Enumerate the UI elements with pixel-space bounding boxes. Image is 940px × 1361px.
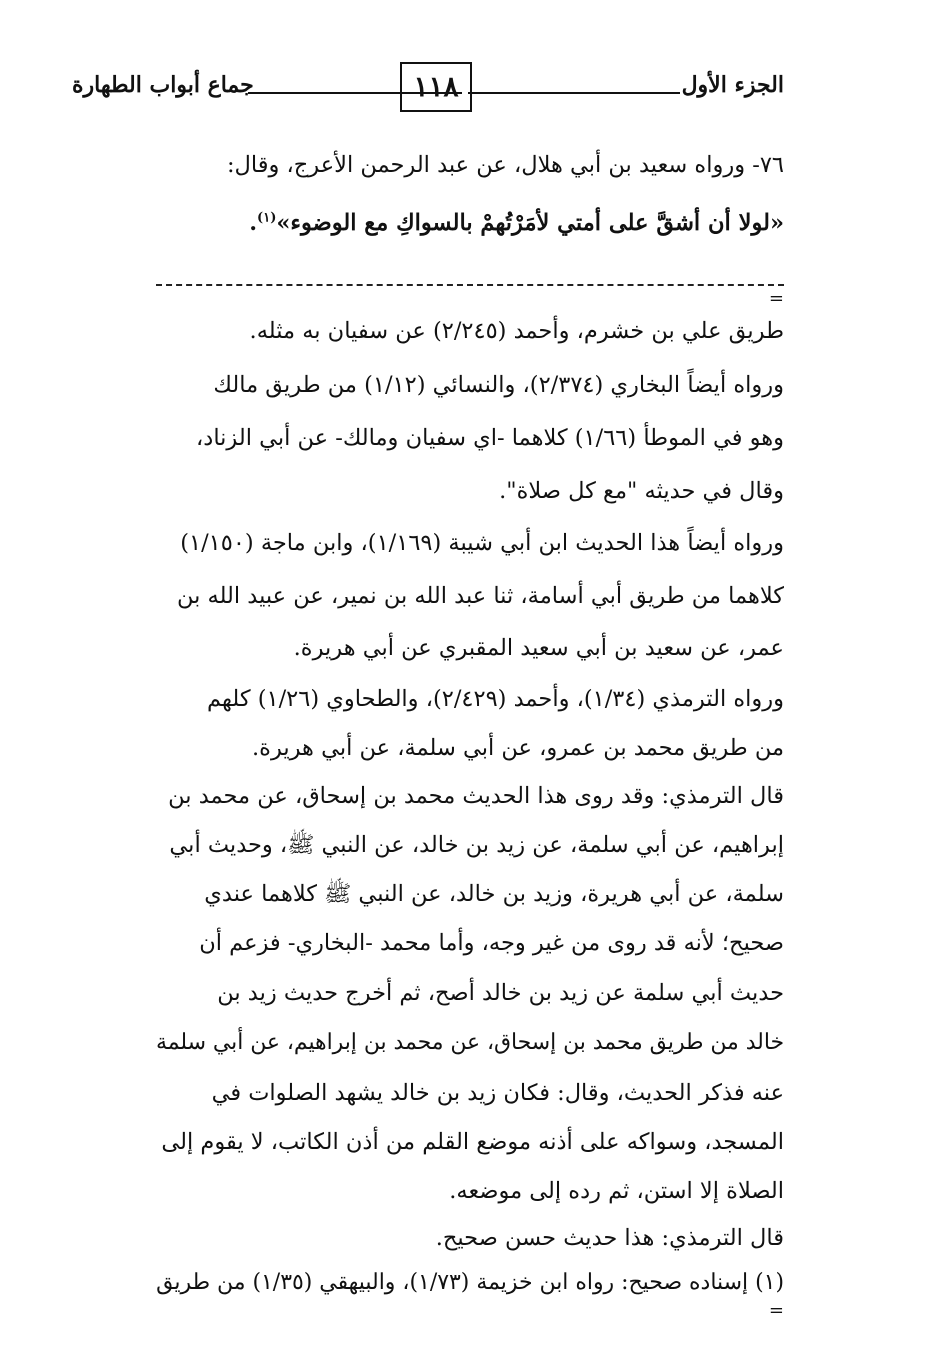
note-line: من طريق محمد بن عمرو، عن أبي سلمة، عن أبي هريرة. [252,735,784,761]
continuation-mark: = [768,288,784,309]
header-rule-left [248,92,462,94]
note-line: ورواه الترمذي (١/٣٤)، وأحمد (٢/٤٢٩)، والطحاوي (١/٢٦) كلهم [207,686,784,712]
note-line: سلمة، عن أبي هريرة، وزيد بن خالد، عن النبي ﷺ كلاهما عندي [204,881,784,907]
volume-label: الجزء الأول [681,72,784,98]
page-header [72,62,784,122]
hadith-tail: . [249,210,258,236]
note-line: صحيح؛ لأنه قد روى من غير وجه، وأما محمد -البخاري- فزعم أن [199,930,784,956]
footnote-continuation-mark: = [768,1300,784,1321]
note-line: عمر، عن سعيد بن أبي سعيد المقبري عن أبي هريرة. [293,635,784,661]
hadith-quote: «لولا أن أشقَّ على أمتي لأمَرْتُهمْ بالسواكِ مع الوضوء» [276,210,784,236]
note-line: إبراهيم، عن أبي سلمة، عن زيد بن خالد، عن النبي ﷺ، وحديث أبي [169,832,784,858]
hadith-line-1: ٧٦- ورواه سعيد بن أبي هلال، عن عبد الرحمن الأعرج، وقال: [226,152,784,178]
footnote-ref: (١) [257,210,277,226]
note-line: خالد من طريق محمد بن إسحاق، عن محمد بن إبراهيم، عن أبي سلمة [156,1030,784,1055]
note-line: حديث أبي سلمة عن زيد بن خالد أصح، ثم أخرج حديث زيد بن [217,980,784,1006]
note-line: الصلاة إلا استن، ثم رده إلى موضعه. [449,1178,784,1204]
page-number: ١١٨ [400,62,472,112]
chapter-label: جماع أبواب الطهارة [72,72,254,98]
footnote-divider [156,284,784,286]
footnote-1: (١) إسناده صحيح: رواه ابن خزيمة (١/٧٣)، والبيهقي (١/٣٥) من طريق [156,1270,784,1295]
note-line: كلاهما من طريق أبي أسامة، ثنا عبد الله بن نمير، عن عبيد الله بن [176,583,784,609]
note-line: ورواه أيضاً هذا الحديث ابن أبي شيبة (١/١٦٩)، وابن ماجة (١/١٥٠) [180,530,784,556]
note-line: وهو في الموطأ (١/٦٦) كلاهما -اي سفيان ومالك- عن أبي الزناد، [196,425,784,451]
note-line: ورواه أيضاً البخاري (٢/٣٧٤)، والنسائي (١/١٢) من طريق مالك [213,372,784,398]
hadith-line-2 [249,210,784,236]
note-line: طريق علي بن خشرم، وأحمد (٢/٢٤٥) عن سفيان به مثله. [249,318,784,344]
note-line: عنه فذكر الحديث، وقال: فكان زيد بن خالد يشهد الصلوات في [211,1080,784,1106]
note-line: قال الترمذي: وقد روى هذا الحديث محمد بن إسحاق، عن محمد بن [168,783,784,809]
note-line: قال الترمذي: هذا حديث حسن صحيح. [435,1225,784,1251]
header-rule-right [468,92,680,94]
note-line: المسجد، وسواكه على أذنه موضع القلم من أذن الكاتب، لا يقوم إلى [161,1129,784,1155]
note-line: وقال في حديثه "مع كل صلاة". [499,478,784,504]
